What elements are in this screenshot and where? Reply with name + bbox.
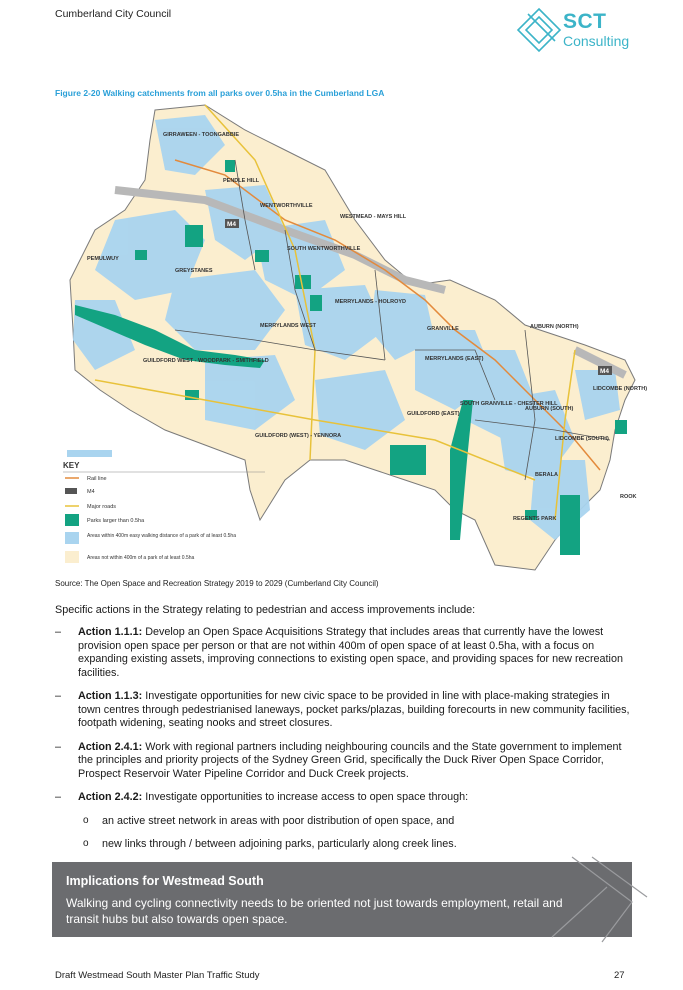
suburb-label: LIDCOMBE (SOUTH) [555, 436, 609, 442]
action-text: Investigate opportunities to increase access to open space through: [142, 791, 469, 803]
dash-bullet: – [55, 690, 62, 702]
suburb-label: MERRYLANDS - HOLROYD [335, 299, 406, 305]
legend-label: Rail line [87, 476, 107, 482]
sub-item [55, 838, 635, 850]
implications-title: Implications for Westmead South [66, 874, 264, 888]
legend-title: KEY [63, 461, 80, 470]
suburb-label: PEMULWUY [87, 256, 119, 262]
map-graphic [55, 100, 648, 580]
suburb-label: ROOK [620, 494, 637, 500]
dash-bullet: – [55, 791, 62, 803]
m4-badge-label: M4 [227, 221, 237, 228]
page-number: 27 [614, 970, 625, 981]
sub-item [55, 815, 635, 827]
logo-text-primary: SCT [563, 10, 607, 33]
suburb-label: LIDCOMBE (NORTH) [593, 386, 648, 392]
dash-bullet: – [55, 740, 62, 753]
implications-body: Walking and cycling connectivity needs to be oriented not just towards employment, retail and transit hubs but also towards open space. [66, 896, 563, 926]
action-item [55, 741, 635, 782]
circle-bullet-icon: o [83, 837, 89, 849]
m4-badge-label: M4 [600, 368, 610, 375]
suburb-label: GRANVILLE [427, 326, 459, 332]
action-label: Action 1.1.3: [78, 690, 143, 702]
action-text: Investigate opportunities for new civic space to be provided in line with place-making strategies in town centres through pedestrianised laneways, pocket parks/plazas, building forecourts in new community facilities, footpath widening, seating nooks and street closures. [78, 690, 630, 729]
suburb-label: GIRRAWEEN - TOONGABBIE [163, 132, 239, 138]
legend-label: Major roads [87, 504, 117, 510]
suburb-label: AUBURN (NORTH) [530, 324, 579, 330]
logo-text-secondary: Consulting [563, 33, 630, 49]
suburb-label: SOUTH WENTWORTHVILLE [287, 246, 361, 252]
suburb-label: WENTWORTHVILLE [260, 203, 313, 209]
legend-label: Parks larger than 0.5ha [87, 518, 145, 524]
intro-text: Specific actions in the Strategy relating to pedestrian and access improvements include: [55, 604, 476, 616]
sub-item-text: an active street network in areas with poor distribution of open space, and [102, 814, 455, 827]
suburb-label: WESTMEAD - MAYS HILL [340, 214, 407, 220]
action-item [55, 626, 635, 680]
action-label: Action 2.4.2: [78, 791, 143, 803]
suburb-label: PENDLE HILL [223, 178, 260, 184]
walking-catchment-map [55, 100, 648, 580]
actions-list [55, 626, 635, 861]
suburb-label: GREYSTANES [175, 268, 213, 274]
action-item [55, 791, 635, 805]
action-label: Action 1.1.1: [78, 626, 143, 638]
suburb-label: SOUTH GRANVILLE - CHESTER HILL [460, 401, 558, 407]
suburb-label: AUBURN (SOUTH) [525, 406, 574, 412]
legend-label: Areas not within 400m of a park of at least 0.5ha [87, 555, 195, 561]
suburb-label: GUILDFORD (WEST) - YENNORA [255, 433, 342, 439]
suburb-label: GUILDFORD (EAST) [407, 411, 460, 417]
sub-item-text: new links through / between adjoining parks, particularly along creek lines. [102, 837, 457, 850]
suburb-label: MERRYLANDS WEST [260, 323, 317, 329]
action-text: Work with regional partners including neighbouring councils and the State government to implement the principles and priority projects of the Sydney Green Grid, specifically the Duck River Open Space Corridor, Prospect Reservoir Water Pipeline Corridor and Duck Creek projects. [78, 740, 622, 780]
suburb-label: REGENTS PARK [513, 516, 557, 522]
suburb-label: MERRYLANDS (EAST) [425, 356, 484, 362]
header-organisation: Cumberland City Council [55, 8, 172, 20]
circle-bullet-icon: o [83, 814, 89, 826]
action-text: Develop an Open Space Acquisitions Strategy that includes areas that currently have the lowest provision open space per person or that are not within 400m of open space of at least 0.5ha, with a focus on expanding existing assets, improving connections to existing open space, and providing spaces for new recreation facilities. [78, 626, 623, 679]
implications-box [52, 862, 632, 937]
suburb-label: BERALA [535, 472, 558, 478]
figure-caption: Figure 2-20 Walking catchments from all parks over 0.5ha in the Cumberland LGA [55, 88, 385, 98]
footer-title: Draft Westmead South Master Plan Traffic Study [55, 970, 260, 981]
action-label: Action 2.4.1: [78, 740, 143, 753]
sct-logo [515, 6, 640, 54]
legend-label: M4 [87, 489, 95, 495]
logo-diamond-icon [515, 6, 563, 54]
dash-bullet: – [55, 626, 62, 638]
suburb-label: GUILDFORD WEST - WOODPARK - SMITHFIELD [143, 358, 269, 364]
legend-label: Areas within 400m easy walking distance of a park of at least 0.5ha [87, 533, 236, 539]
figure-source: Source: The Open Space and Recreation Strategy 2019 to 2029 (Cumberland City Council) [55, 579, 379, 588]
action-item [55, 690, 635, 731]
